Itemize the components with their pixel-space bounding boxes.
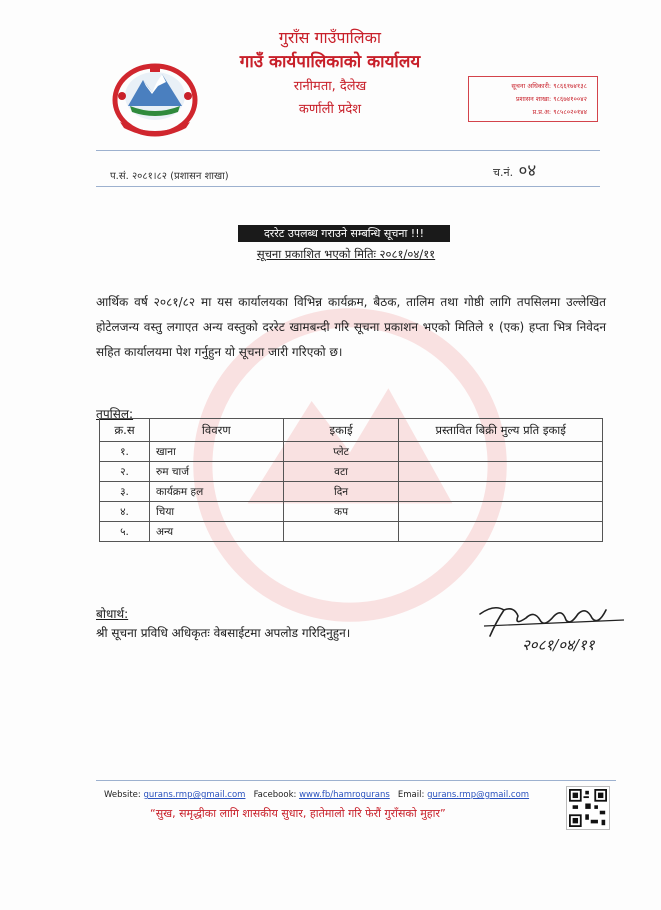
table-row (100, 522, 603, 542)
header-serial: क्र.स (100, 419, 150, 442)
footer-contacts (104, 790, 529, 800)
office-name: गाउँ कार्यपालिकाको कार्यालय (239, 52, 421, 72)
footer-email-link[interactable]: gurans.rmp@gmail.com (427, 790, 530, 800)
nepal-emblem-icon (110, 56, 200, 138)
signature-icon (474, 596, 634, 662)
cc-label: बोधार्थ: (96, 607, 129, 621)
contact-box (468, 76, 598, 122)
footer-email-label: Email: (397, 790, 425, 800)
row-description: कार्यक्रम हल (149, 482, 283, 502)
notice-title: दररेट उपलब्ध गराउने सम्बन्धि सूचना !!! (238, 225, 450, 242)
header-price: प्रस्तावित बिक्री मुल्य प्रति इकाई (399, 419, 603, 442)
footer-facebook-link[interactable]: www.fb/hamrogurans (299, 790, 390, 800)
rate-table (99, 418, 603, 542)
header-divider-bottom (96, 186, 600, 187)
row-price (399, 482, 603, 502)
table-row (100, 462, 603, 482)
municipality-name: गुराँस गाउँपालिका (278, 28, 382, 47)
row-unit: दिन (283, 482, 399, 502)
row-unit: वटा (283, 462, 399, 482)
qr-code-icon (566, 786, 610, 830)
contact-cao: प्र.प्र.अ: ९८५८०२०१४४ (532, 108, 587, 116)
row-price (399, 442, 603, 462)
cc-text: श्री सूचना प्रविधि अधिकृतः वेबसाईटमा अपलोड गरिदिनुहुन। (96, 626, 351, 640)
notice-published-date: सूचना प्रकाशित भएको मितिः २०८१/०४/११ (256, 247, 436, 261)
letterhead (200, 26, 460, 121)
row-unit: कप (283, 502, 399, 522)
row-serial: २. (100, 462, 150, 482)
header-unit: इकाई (283, 419, 399, 442)
row-price (399, 522, 603, 542)
dispatch-number (493, 158, 536, 181)
row-description: खाना (149, 442, 283, 462)
footer-slogan: “सुख, समृद्धीका लागि शासकीय सुधार, हातेमालो गरि फेरौं गुराँसको मुहार” (150, 807, 446, 820)
province-name: कर्णाली प्रदेश (298, 102, 362, 117)
table-row (100, 482, 603, 502)
table-row (100, 442, 603, 462)
row-price (399, 462, 603, 482)
office-address: रानीमता, दैलेख (293, 79, 367, 94)
notice-body: आर्थिक वर्ष २०८१/८२ मा यस कार्यालयका विभिन्न कार्यक्रम, बैठक, तालिम तथा गोष्ठी लागि तपसिलमा उल्लेखित होटेलजन्य वस्तु लगाएत अन्य वस्तुको दररेट खामबन्दी गरि सूचना प्रकाशन भएको मितिले १ (एक) हप्ता भित्र निवेदन सहित कार्यालयमा पेश गर्नुहुन यो सूचना जारी गरिएको छ। (96, 295, 606, 359)
row-unit: प्लेट (283, 442, 399, 462)
footer-website-label: Website: (104, 790, 141, 800)
contact-admin-section: प्रशासन शाखा: ९८६७४१००४२ (515, 95, 587, 103)
contact-info-officer: सूचना अधिकारी: ९८६६१७४१३८ (511, 82, 587, 90)
row-serial: १. (100, 442, 150, 462)
header-divider-top (96, 150, 600, 151)
letter-reference-number: प.सं. २०८१।८२ (प्रशासन शाखा) (110, 171, 229, 182)
table-header-row (100, 419, 603, 442)
row-serial: ४. (100, 502, 150, 522)
row-serial: ५. (100, 522, 150, 542)
dispatch-number-value: ०४ (518, 161, 537, 181)
row-unit (283, 522, 399, 542)
schedule-label: तपसिल: (96, 407, 134, 421)
row-description: रुम चार्ज (149, 462, 283, 482)
footer-divider (96, 780, 616, 781)
header-description: विवरण (149, 419, 283, 442)
table-row (100, 502, 603, 522)
dispatch-number-prefix: च.नं. (493, 166, 514, 179)
row-serial: ३. (100, 482, 150, 502)
footer-facebook-label: Facebook: (253, 790, 297, 800)
row-description: अन्य (149, 522, 283, 542)
footer-website-link[interactable]: gurans.rmp@gmail.com (143, 790, 246, 800)
signature-date: २०८१/०४/११ (522, 636, 595, 654)
row-price (399, 502, 603, 522)
row-description: चिया (149, 502, 283, 522)
